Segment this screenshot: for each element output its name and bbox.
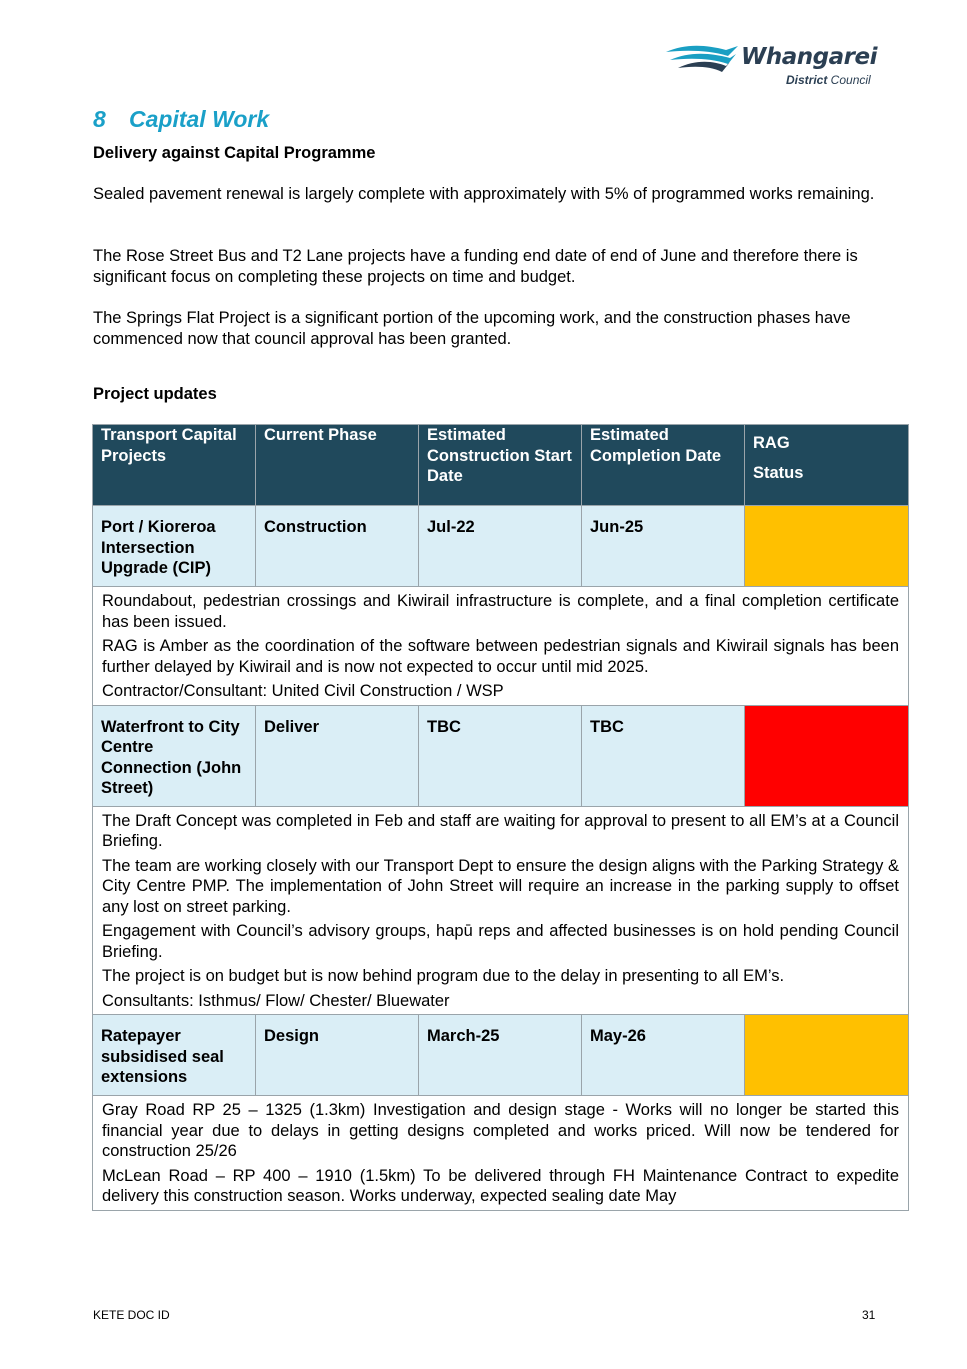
- table-row: [93, 1015, 909, 1096]
- note: The Draft Concept was completed in Feb and staff are waiting for approval to present to all EM’s at a Council Briefing.: [102, 811, 899, 850]
- rag-status-amber: [745, 1015, 909, 1096]
- project-name: Waterfront to City Centre Connection (John Street): [93, 705, 256, 806]
- table-row: [93, 506, 909, 587]
- table-notes-row: [93, 1096, 909, 1211]
- project-notes: [93, 1096, 909, 1211]
- project-completion: TBC: [582, 705, 745, 806]
- footer-page-number: 31: [862, 1308, 876, 1322]
- section-heading: [93, 106, 269, 133]
- table-notes-row: [93, 806, 909, 1015]
- project-updates-table: [92, 424, 909, 1211]
- note: Roundabout, pedestrian crossings and Kiwirail infrastructure is complete, and a final completion certificate has been issued.: [102, 592, 899, 631]
- rag-status-amber: [745, 506, 909, 587]
- project-start: TBC: [419, 705, 582, 806]
- header-start-date: Estimated Construction Start Date: [419, 425, 582, 506]
- project-start: Jul-22: [419, 506, 582, 587]
- project-phase: Design: [256, 1015, 419, 1096]
- paragraph-3: The Springs Flat Project is a significant portion of the upcoming work, and the construction phases have commenced now that council approval has been granted.: [93, 309, 851, 348]
- section-title: Capital Work: [129, 106, 270, 132]
- project-updates-title: Project updates: [93, 385, 217, 403]
- header-rag-status: RAG Status: [745, 425, 909, 506]
- wave-logo-icon: [664, 40, 742, 80]
- project-phase: Construction: [256, 506, 419, 587]
- note: RAG is Amber as the coordination of the software between pedestrian signals and Kiwirail signals has been further delayed by Kiwirail and is now not expected to occur until mid 2025.: [102, 637, 899, 676]
- project-name: Ratepayer subsidised seal extensions: [93, 1015, 256, 1096]
- note: The project is on budget but is now behind program due to the delay in presenting to all EM’s.: [102, 967, 785, 985]
- rag-status-red: [745, 705, 909, 806]
- table-row: [93, 705, 909, 806]
- logo-subtitle: District Council: [786, 73, 871, 87]
- footer-doc-id: KETE DOC ID: [93, 1308, 170, 1322]
- project-start: March-25: [419, 1015, 582, 1096]
- header-phase: Current Phase: [256, 425, 419, 506]
- note: The team are working closely with our Transport Dept to ensure the design aligns with the Parking Strategy & City Centre PMP. The implementation of John Street will require an increase in the parking supply to offset any lost on street parking.: [102, 856, 899, 916]
- note: Gray Road RP 25 – 1325 (1.3km) Investigation and design stage - Works will no longer be started this financial year due to delays in getting designs completed and works priced. Will now be tendered for construction 25/26: [102, 1101, 899, 1160]
- note: McLean Road – RP 400 – 1910 (1.5km) To be delivered through FH Maintenance Contract to expedite delivery this construction season. Works underway, expected sealing date May: [102, 1166, 899, 1205]
- table-notes-row: [93, 587, 909, 706]
- whangarei-district-council-logo: [664, 40, 884, 92]
- logo-name: Whangarei: [741, 44, 877, 70]
- note: Consultants: Isthmus/ Flow/ Chester/ Bluewater: [102, 991, 450, 1010]
- paragraph-2: The Rose Street Bus and T2 Lane projects have a funding end date of end of June and therefore there is significant focus on completing these projects on time and budget.: [93, 247, 858, 286]
- subheading: Delivery against Capital Programme: [93, 144, 376, 162]
- note: Engagement with Council’s advisory groups, hapū reps and affected businesses is on hold pending Council Briefing.: [102, 922, 899, 961]
- header-project: Transport Capital Projects: [93, 425, 256, 506]
- header-completion-date: Estimated Completion Date: [582, 425, 745, 506]
- project-notes: [93, 587, 909, 706]
- note: Contractor/Consultant: United Civil Construction / WSP: [102, 682, 504, 700]
- section-number: 8: [93, 106, 106, 132]
- project-name: Port / Kioreroa Intersection Upgrade (CIP): [93, 506, 256, 587]
- project-completion: May-26: [582, 1015, 745, 1096]
- project-completion: Jun-25: [582, 506, 745, 587]
- project-phase: Deliver: [256, 705, 419, 806]
- paragraph-1: Sealed pavement renewal is largely complete with approximately with 5% of programmed works remaining.: [93, 185, 875, 203]
- table-header-row: [93, 425, 909, 506]
- project-notes: [93, 806, 909, 1015]
